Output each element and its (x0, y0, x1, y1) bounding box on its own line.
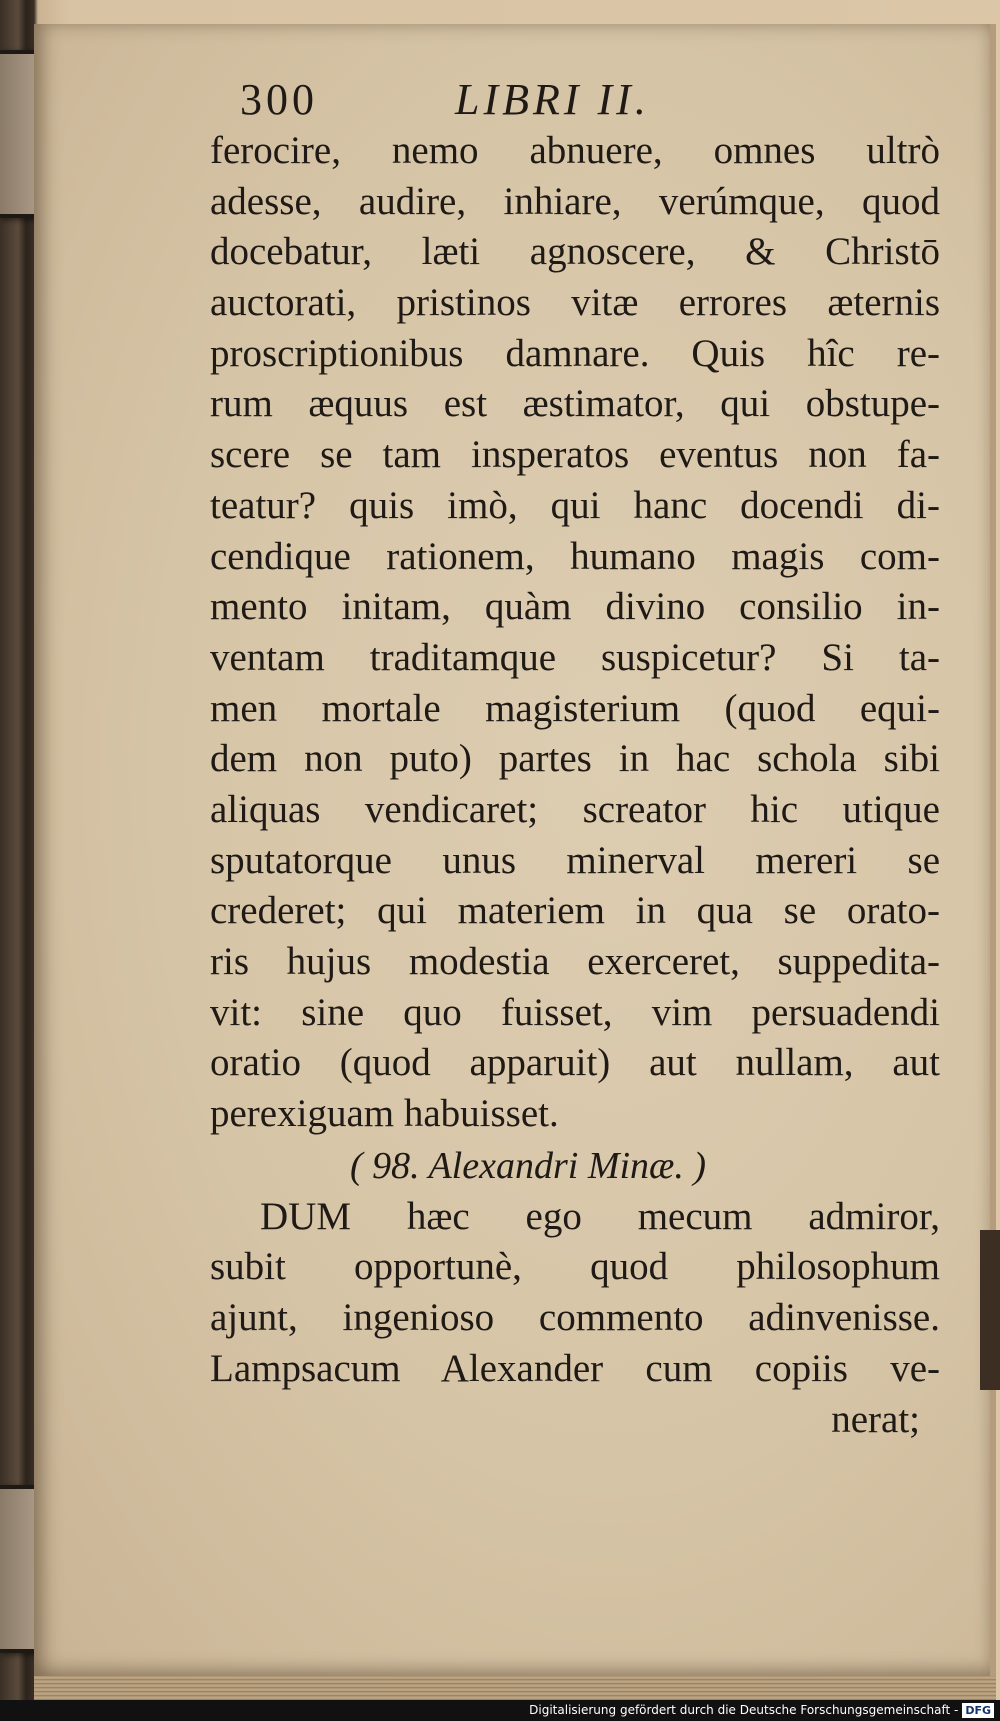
body-line: scere se tam insperatos eventus non fa- (210, 433, 940, 477)
body-line: docebatur, læti agnoscere, & Christō (210, 230, 940, 274)
body-line: oratio (quod apparuit) aut nullam, aut (210, 1041, 940, 1085)
text-block (210, 70, 940, 1445)
adjacent-page-strip (980, 1230, 1000, 1390)
dfg-logo-icon: DFG (962, 1703, 994, 1718)
body-line: rum æquus est æstimator, qui obstupe- (210, 382, 940, 426)
body-line: perexiguam habuisset. (210, 1092, 559, 1136)
digitization-credit-bar (0, 1700, 1000, 1721)
body-line: adesse, audire, inhiare, verúmque, quod (210, 179, 940, 223)
credit-text: Digitalisierung gefördert durch die Deutsche Forschungsgemeinschaft - (529, 1703, 959, 1717)
body-line: auctorati, pristinos vitæ errores æternis (210, 281, 940, 325)
body-line: crederet; qui materiem in qua se orato- (210, 889, 940, 933)
body-line: teatur? quis imò, qui hanc docendi di- (210, 483, 940, 527)
section-heading: ( 98. Alexandri Minæ. ) (350, 1144, 707, 1187)
body-line: ferocire, nemo abnuere, omnes ultrò (210, 129, 940, 172)
section-line: Lampsacum Alexander cum copiis ve- (210, 1346, 940, 1390)
body-line: ris hujus modestia exerceret, suppedita- (210, 940, 940, 983)
section-line: ajunt, ingenioso commento adinvenisse. (210, 1296, 940, 1340)
body-line: men mortale magisterium (quod equi- (210, 686, 940, 730)
running-head (210, 70, 940, 126)
body-line: mento initam, quàm divino consilio in- (210, 585, 940, 629)
section-line: subit opportunè, quod philosophum (210, 1245, 940, 1289)
body-line: proscriptionibus damnare. Quis hîc re- (210, 331, 940, 375)
body-line: sputatorque unus minerval mereri se (210, 838, 940, 882)
body-line: dem non puto) partes in hac schola sibi (210, 737, 940, 781)
catchword: nerat; (831, 1397, 920, 1441)
section-line: DUM hæc ego mecum admiror, (260, 1194, 940, 1238)
body-line: aliquas vendicaret; screator hic utique (210, 787, 940, 831)
body-line: cendique rationem, humano magis com- (210, 534, 940, 578)
page-number: 300 (240, 75, 318, 124)
page-edge (34, 1676, 996, 1700)
body-line: vit: sine quo fuisset, vim persuadendi (210, 990, 940, 1034)
body-line: ventam traditamque suspicetur? Si ta- (210, 635, 940, 679)
running-head-title: LIBRI II. (455, 75, 650, 124)
